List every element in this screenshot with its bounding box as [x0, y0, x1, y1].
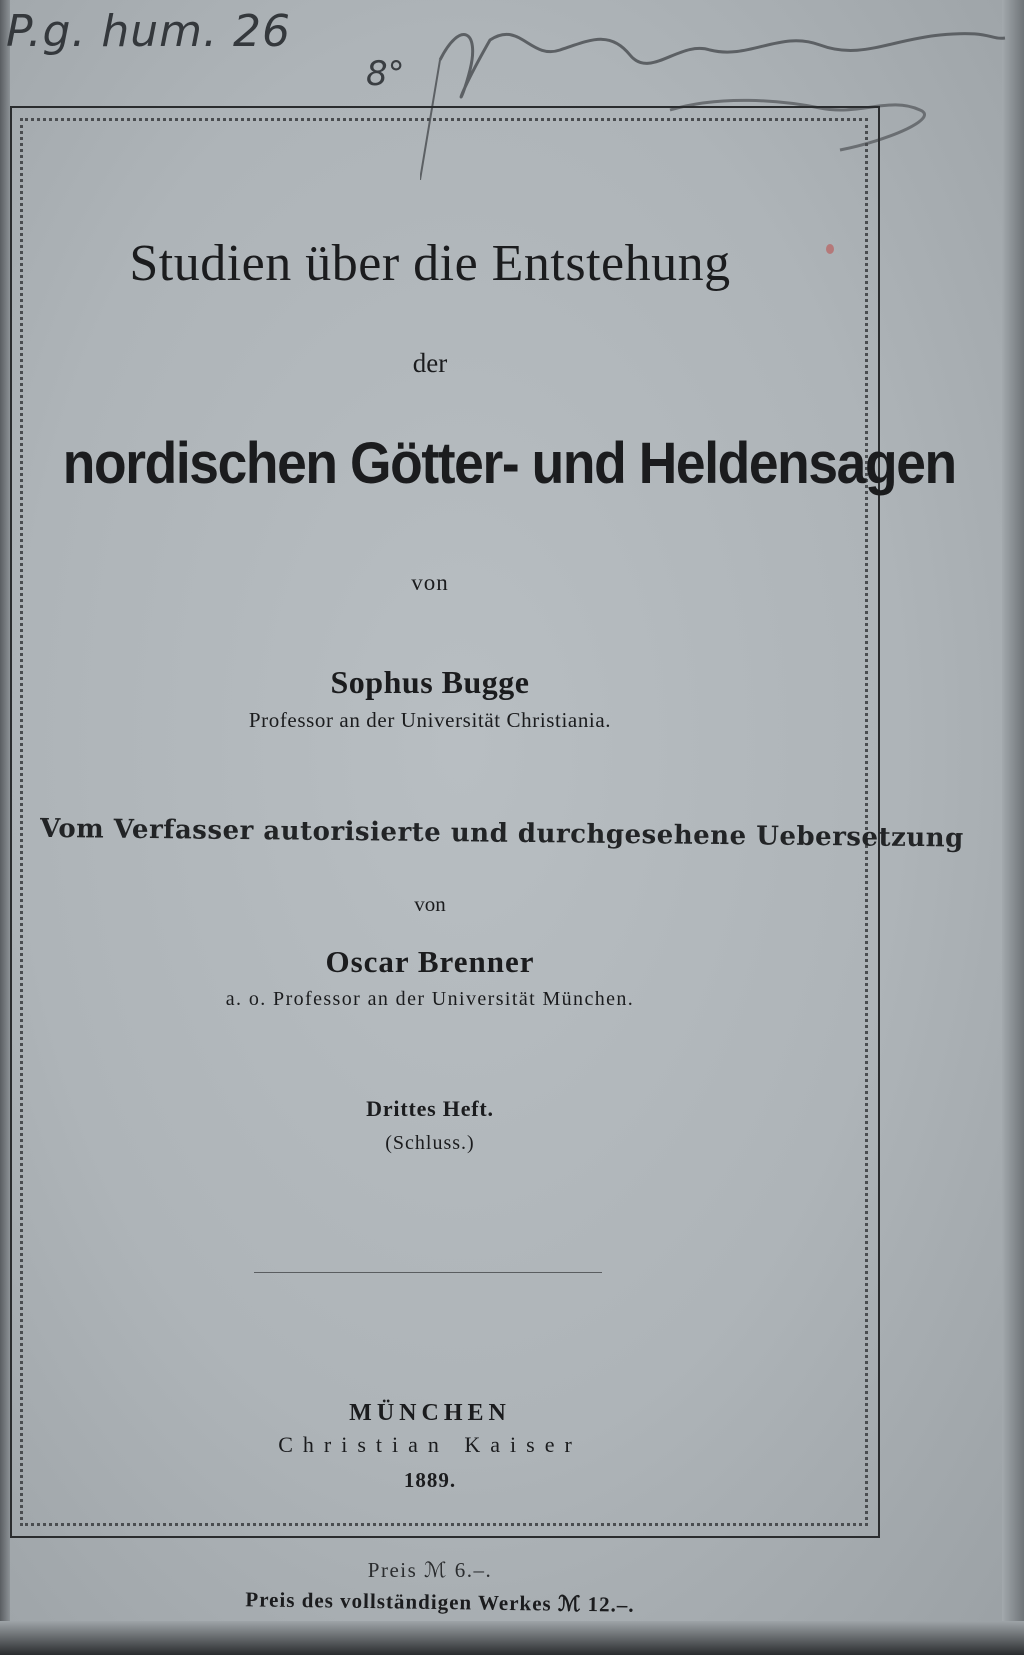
part-note: (Schluss.) [385, 1132, 475, 1154]
divider-rule [254, 1272, 602, 1273]
translator-name: Oscar Brenner [325, 944, 535, 979]
publication-year: 1889. [403, 1468, 457, 1492]
page-edge-bottom [0, 1621, 1024, 1655]
price-part: Preis ℳ 6.–. [367, 1558, 493, 1582]
ink-stain [826, 244, 834, 254]
publication-place: MÜNCHEN [349, 1400, 511, 1426]
author-affiliation: Professor an der Universität Christiania. [248, 708, 612, 732]
author-name: Sophus Bugge [330, 664, 530, 700]
title-line-1: Studien über die Entstehung [129, 235, 731, 292]
part-label: Drittes Heft. [366, 1096, 494, 1121]
translator-affiliation: a. o. Professor an der Universität München. [225, 988, 635, 1010]
handwritten-shelfmark: P.g. hum. 26 [6, 6, 291, 57]
translation-note: Vom Verfasser autorisierte und durchgesehene Uebersetzung [39, 813, 964, 854]
page-edge-right [1002, 0, 1024, 1655]
title-connector: der [412, 348, 448, 378]
handwritten-format: 8° [366, 54, 405, 94]
title-line-2: nordischen Götter- und Heldensagen [62, 431, 956, 496]
by-translator-label: von [414, 892, 446, 916]
publisher-name: Christian Kaiser [278, 1432, 582, 1457]
by-author-label: von [411, 570, 449, 595]
binding-edge [0, 0, 10, 1655]
price-complete-work: Preis des vollständigen Werkes ℳ 12.–. [245, 1587, 635, 1617]
